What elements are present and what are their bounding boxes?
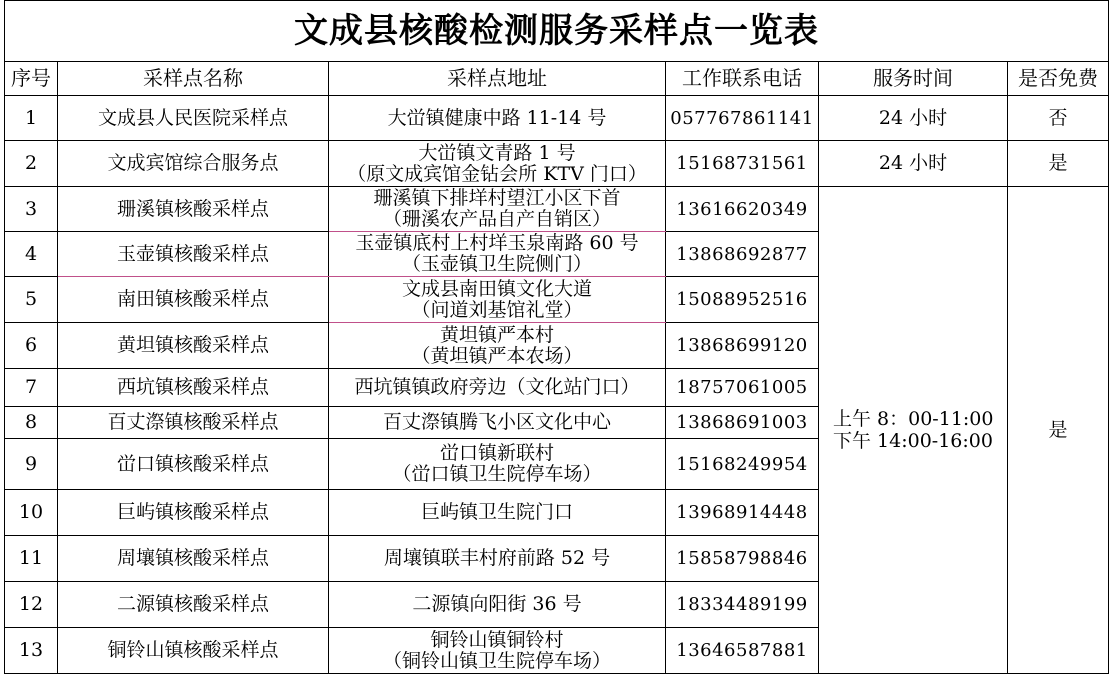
row-free: 是 bbox=[1008, 141, 1109, 187]
table-title: 文成县核酸检测服务采样点一览表 bbox=[5, 1, 1109, 62]
address-line-1: 百丈漈镇腾飞小区文化中心 bbox=[382, 411, 611, 433]
row-name: 文成宾馆综合服务点 bbox=[58, 141, 329, 187]
header-phone: 工作联系电话 bbox=[666, 62, 819, 96]
address-line-2: （原文成宾馆金钻会所 KTV 门口） bbox=[347, 162, 647, 185]
row-name: 峃口镇核酸采样点 bbox=[58, 439, 329, 490]
sampling-points-table bbox=[4, 0, 1109, 674]
row-name: 巨屿镇核酸采样点 bbox=[58, 490, 329, 536]
row-no: 5 bbox=[5, 277, 58, 323]
address-line-1: 大峃镇健康中路 11-14 号 bbox=[387, 106, 607, 129]
row-phone: 13868692877 bbox=[666, 232, 819, 277]
merged-free: 是 bbox=[1008, 187, 1109, 674]
row-phone: 15858798846 bbox=[666, 536, 819, 582]
row-address bbox=[329, 407, 666, 439]
time-morning: 上午 8：00-11:00 bbox=[833, 408, 994, 430]
row-phone: 15168249954 bbox=[666, 439, 819, 490]
row-name: 二源镇核酸采样点 bbox=[58, 582, 329, 628]
row-name: 西坑镇核酸采样点 bbox=[58, 369, 329, 407]
address-line-1: 周壤镇联丰村府前路 52 号 bbox=[383, 547, 611, 569]
row-name: 周壤镇核酸采样点 bbox=[58, 536, 329, 582]
row-no: 13 bbox=[5, 628, 58, 674]
row-no: 2 bbox=[5, 141, 58, 187]
address-line-2: （峃口镇卫生院停车场） bbox=[392, 463, 602, 485]
row-phone: 15168731561 bbox=[666, 141, 819, 187]
row-name: 黄坦镇核酸采样点 bbox=[58, 323, 329, 369]
time-afternoon: 下午 14:00-16:00 bbox=[833, 430, 993, 452]
row-no: 3 bbox=[5, 187, 58, 232]
address-line-1: 珊溪镇下排垟村望江小区下首 bbox=[373, 187, 621, 209]
row-phone: 13868699120 bbox=[666, 323, 819, 369]
address-line-2: （玉壶镇卫生院侧门） bbox=[401, 253, 592, 275]
row-time: 24 小时 bbox=[819, 141, 1008, 187]
row-name: 玉壶镇核酸采样点 bbox=[58, 232, 329, 277]
row-address bbox=[329, 582, 666, 628]
address-line-1: 铜铃山镇铜铃村 bbox=[430, 628, 564, 651]
address-line-1: 大峃镇文青路 1 号 bbox=[418, 141, 576, 164]
address-line-2: （问道刘基馆礼堂） bbox=[411, 298, 583, 321]
row-no: 9 bbox=[5, 439, 58, 490]
row-name: 文成县人民医院采样点 bbox=[58, 96, 329, 141]
address-line-1: 文成县南田镇文化大道 bbox=[401, 277, 592, 300]
header-service-time: 服务时间 bbox=[819, 62, 1008, 96]
row-address bbox=[329, 232, 666, 277]
address-line-1: 二源镇向阳街 36 号 bbox=[412, 593, 582, 615]
row-name: 珊溪镇核酸采样点 bbox=[58, 187, 329, 232]
row-address bbox=[329, 141, 666, 187]
address-line-2: （黄坦镇严本农场） bbox=[411, 344, 583, 367]
row-phone: 13646587881 bbox=[666, 628, 819, 674]
row-address bbox=[329, 277, 666, 323]
table-row bbox=[5, 187, 1109, 232]
header-name: 采样点名称 bbox=[58, 62, 329, 96]
header-free: 是否免费 bbox=[1008, 62, 1109, 96]
row-no: 6 bbox=[5, 323, 58, 369]
address-line-1: 巨屿镇卫生院门口 bbox=[420, 501, 573, 523]
header-address: 采样点地址 bbox=[329, 62, 666, 96]
row-phone: 18334489199 bbox=[666, 582, 819, 628]
row-name: 铜铃山镇核酸采样点 bbox=[58, 628, 329, 674]
row-phone: 13868691003 bbox=[666, 407, 819, 439]
row-phone: 057767861141 bbox=[666, 96, 819, 141]
table-row bbox=[5, 96, 1109, 141]
row-phone: 15088952516 bbox=[666, 277, 819, 323]
row-phone: 18757061005 bbox=[666, 369, 819, 407]
table-row bbox=[5, 141, 1109, 187]
address-line-1: 西坑镇镇政府旁边（文化站门口） bbox=[354, 376, 640, 398]
row-phone: 13968914448 bbox=[666, 490, 819, 536]
address-line-2: （铜铃山镇卫生院停车场） bbox=[382, 649, 611, 672]
row-address bbox=[329, 490, 666, 536]
address-line-1: 峃口镇新联村 bbox=[439, 442, 554, 464]
row-no: 12 bbox=[5, 582, 58, 628]
row-no: 7 bbox=[5, 369, 58, 407]
row-address bbox=[329, 369, 666, 407]
row-address bbox=[329, 628, 666, 674]
row-address bbox=[329, 536, 666, 582]
address-line-1: 黄坦镇严本村 bbox=[439, 323, 554, 346]
row-address bbox=[329, 439, 666, 490]
row-phone: 13616620349 bbox=[666, 187, 819, 232]
row-address bbox=[329, 323, 666, 369]
header-no: 序号 bbox=[5, 62, 58, 96]
row-address bbox=[329, 96, 666, 141]
row-no: 11 bbox=[5, 536, 58, 582]
row-no: 1 bbox=[5, 96, 58, 141]
address-line-1: 玉壶镇底村上村垟玉泉南路 60 号 bbox=[355, 232, 639, 254]
header-row bbox=[5, 62, 1109, 96]
row-address bbox=[329, 187, 666, 232]
address-line-2: （珊溪农产品自产自销区） bbox=[382, 208, 611, 230]
merged-service-time bbox=[819, 187, 1008, 674]
row-name: 百丈漈镇核酸采样点 bbox=[58, 407, 329, 439]
row-name: 南田镇核酸采样点 bbox=[58, 277, 329, 323]
row-time: 24 小时 bbox=[819, 96, 1008, 141]
row-no: 8 bbox=[5, 407, 58, 439]
row-no: 4 bbox=[5, 232, 58, 277]
row-no: 10 bbox=[5, 490, 58, 536]
row-free: 否 bbox=[1008, 96, 1109, 141]
